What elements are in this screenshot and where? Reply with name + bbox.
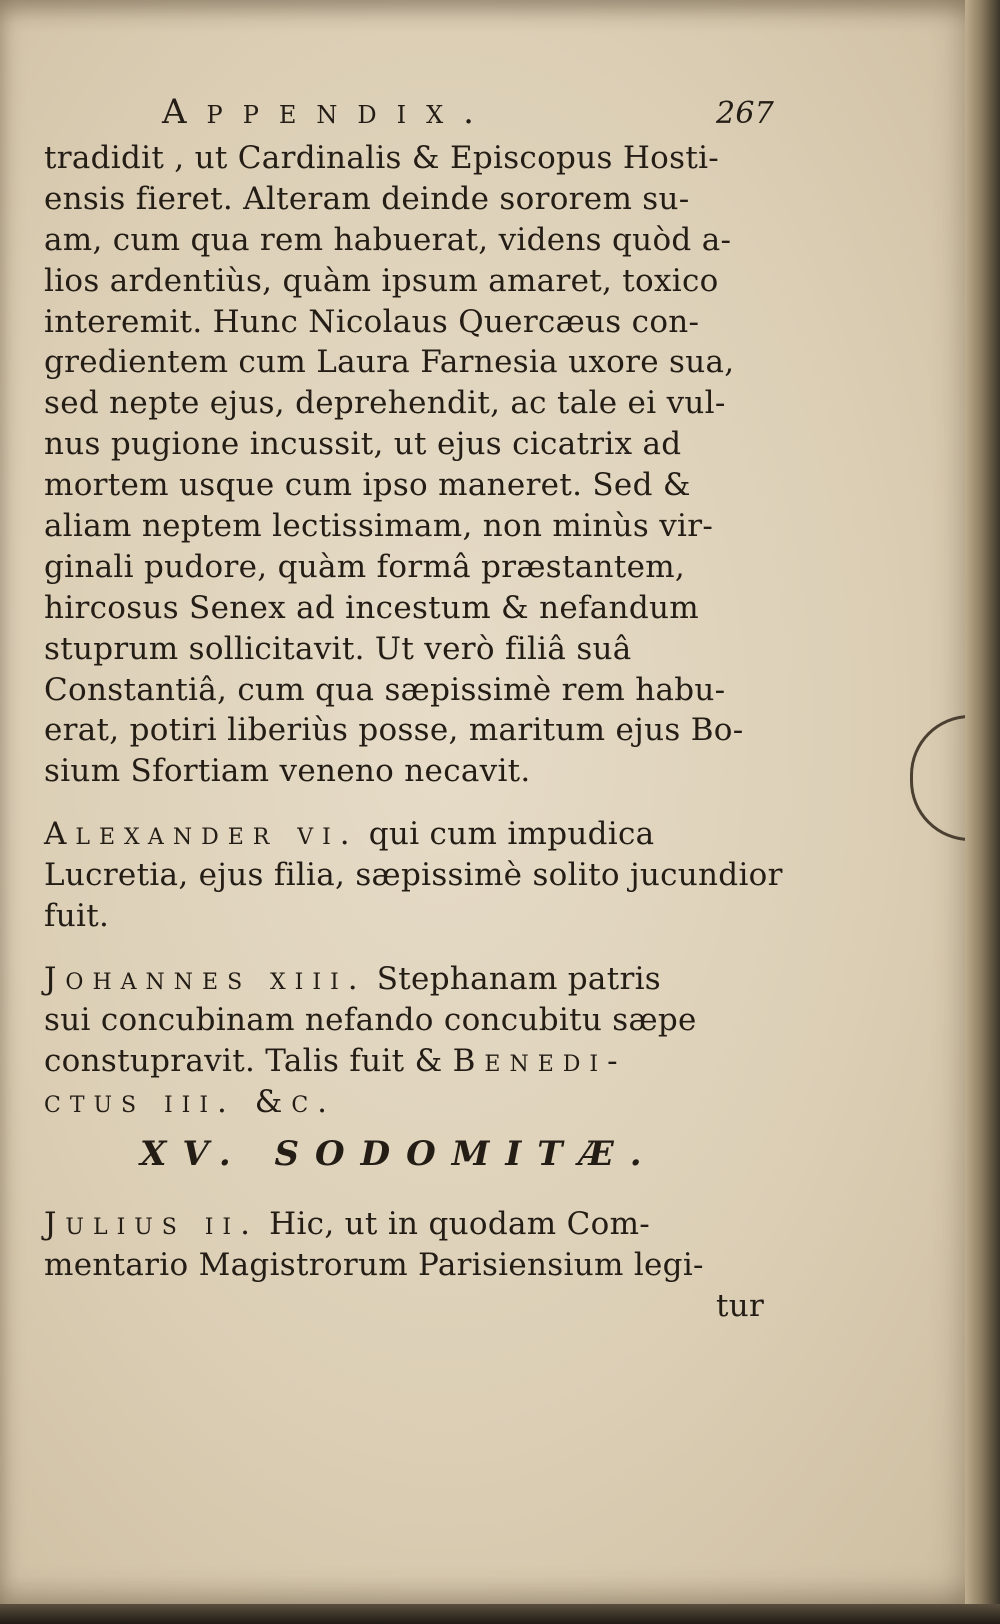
- text-line: ginali pudore, quàm formâ præstantem,: [44, 548, 686, 585]
- text-line: Lucretia, ejus filia, sæpissimè solito jucundior: [44, 857, 783, 894]
- text-line: [44, 959, 804, 1000]
- text-line: ensis fieret. Alteram deinde sororem su-: [44, 180, 690, 217]
- pope-name: Benedi-: [452, 1042, 627, 1079]
- running-title: Appendix.: [162, 92, 494, 132]
- text-run: qui cum impudica: [358, 816, 655, 853]
- paragraph-gap: [44, 792, 804, 814]
- text-line: Constantiâ, cum qua sæpissimè rem habu-: [44, 671, 726, 708]
- page-text-block: [44, 92, 804, 1327]
- text-line: sui concubinam nefando concubitu sæpe: [44, 1001, 697, 1038]
- text-line: [44, 1204, 804, 1245]
- text-line: aliam neptem lectissimam, non minùs vir-: [44, 508, 714, 545]
- text-line: mentario Magistrorum Parisiensium legi-: [44, 1247, 704, 1284]
- text-line: am, cum qua rem habuerat, videns quòd a-: [44, 221, 732, 258]
- running-header: [44, 92, 804, 138]
- paragraph-1: [44, 138, 804, 792]
- text-line: erat, potiri liberiùs posse, maritum ejus Bo-: [44, 712, 744, 749]
- text-run: Hic, ut in quodam Com-: [258, 1206, 651, 1243]
- text-line: mortem usque cum ipso maneret. Sed &: [44, 467, 691, 504]
- pope-name: Julius ii.: [44, 1206, 259, 1243]
- pope-name: Alexander vi.: [44, 816, 359, 853]
- paragraph-gap: [44, 937, 804, 959]
- pope-name: Johannes xiii.: [44, 960, 367, 997]
- text-line: [44, 1082, 804, 1123]
- text-line: interemit. Hunc Nicolaus Quercæus con-: [44, 303, 700, 340]
- page-number: 267: [716, 96, 775, 131]
- text-line: sium Sfortiam veneno necavit.: [44, 753, 531, 790]
- text-line: lios ardentiùs, quàm ipsum amaret, toxico: [44, 262, 719, 299]
- text-line: [44, 814, 804, 855]
- text-line: gredientem cum Laura Farnesia uxore sua,: [44, 344, 735, 381]
- text-line: fuit.: [44, 898, 110, 935]
- paragraph-2: [44, 814, 804, 937]
- paragraph-4: [44, 1204, 804, 1327]
- page-edge-shadow: [965, 0, 1000, 1624]
- text-line: sed nepte ejus, deprehendit, ac tale ei vul-: [44, 385, 726, 422]
- section-heading: XV. SODOMITÆ.: [140, 1134, 658, 1175]
- text-line: [44, 1041, 804, 1082]
- text-line: stuprum sollicitavit. Ut verò filiâ suâ: [44, 630, 632, 667]
- text-run: constupravit. Talis fuit &: [44, 1042, 453, 1079]
- paragraph-3: [44, 959, 804, 1123]
- text-run: Stephanam patris: [366, 960, 662, 997]
- text-line: tradidit , ut Cardinalis & Episcopus Hosti-: [44, 140, 720, 176]
- text-line: hircosus Senex ad incestum & nefandum: [44, 589, 699, 626]
- catchword: tur: [716, 1288, 765, 1325]
- text-run: ctus iii. &c.: [44, 1083, 337, 1120]
- text-line: nus pugione incussit, ut ejus cicatrix ad: [44, 426, 682, 463]
- bottom-shadow-strip: [0, 1604, 1000, 1624]
